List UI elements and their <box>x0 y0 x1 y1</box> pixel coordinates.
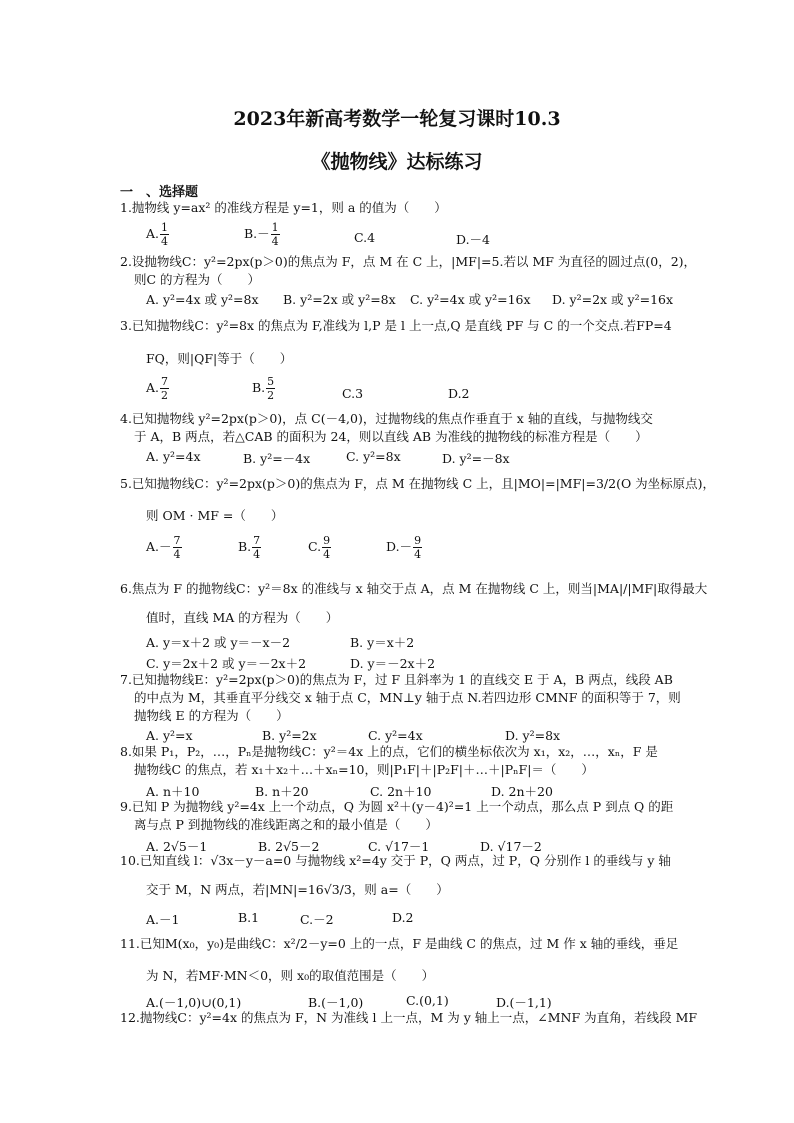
q11-option-a: A.(－1,0)∪(0,1) <box>146 995 242 1010</box>
q11-option-c: C.(0,1) <box>406 993 449 1008</box>
question-5-stem-1: 5.已知抛物线C：y²=2px(p＞0)的焦点为 F，点 M 在抛物线 C 上，且|MO|=|MF|=3/2(O 为坐标原点)， <box>120 476 716 491</box>
q7-option-a: A. y²=x <box>146 728 193 743</box>
q11-option-b: B.(－1,0) <box>308 995 364 1010</box>
q1-option-b: B.－ $\frac{1}{4}$ <box>244 221 279 248</box>
question-4-stem-2: 于 A，B 两点，若△CAB 的面积为 24，则以直线 AB 为准线的抛物线的标准方程是（ ） <box>134 429 648 444</box>
q9-option-c: C. √17－1 <box>368 839 430 854</box>
q8-option-d: D. 2n＋20 <box>491 784 553 799</box>
q1-option-c: C.4 <box>354 230 376 245</box>
question-6-stem-2: 值时，直线 MA 的方程为（ ） <box>146 610 339 625</box>
q5-option-d: D.－ $\frac{9}{4}$ <box>386 534 422 561</box>
section-heading: 一 、选择题 <box>120 185 199 200</box>
question-8-stem-1: 8.如果 P₁，P₂，…，Pₙ是抛物线C：y²＝4x 上的点，它们的横坐标依次为 x₁，x₂，…，xₙ，F 是 <box>120 744 658 759</box>
q10-option-b: B.1 <box>238 910 260 925</box>
q4-option-b: B. y²=－4x <box>243 451 311 466</box>
q8-option-a: A. n＋10 <box>146 784 200 799</box>
question-2-stem-1: 2.设抛物线C：y²=2px(p＞0)的焦点为 F，点 M 在 C 上，|MF|=5.若以 MF 为直径的圆过点(0，2)， <box>120 254 697 269</box>
question-5-stem-2: 则 OM · MF =（ ） <box>146 508 284 523</box>
question-11-stem-2: 为 N，若MF·MN＜0，则 x₀的取值范围是（ ） <box>146 968 435 983</box>
document-subtitle: 《抛物线》达标练习 <box>311 151 483 173</box>
q9-option-d: D. √17－2 <box>480 839 542 854</box>
q3-option-d: D.2 <box>448 386 470 401</box>
q2-option-d: D. y²=2x 或 y²=16x <box>552 292 674 307</box>
question-7-stem-1: 7.已知抛物线E：y²=2px(p＞0)的焦点为 F，过 F 且斜率为 1 的直线交 E 于 A，B 两点，线段 AB <box>120 672 673 687</box>
q10-option-a: A.－1 <box>146 912 180 927</box>
document-title: 2023年新高考数学一轮复习课时10.3 <box>233 108 561 130</box>
q6-option-c: C. y＝2x＋2 或 y＝－2x＋2 <box>146 656 307 671</box>
q9-option-a: A. 2√5－1 <box>146 839 208 854</box>
question-3-stem-2: FQ，则|QF|等于（ ） <box>146 351 293 366</box>
q2-option-b: B. y²=2x 或 y²=8x <box>283 292 396 307</box>
question-4-stem-1: 4.已知抛物线 y²=2px(p＞0)，点 C(－4,0)，过抛物线的焦点作垂直于 x 轴的直线，与抛物线交 <box>120 411 653 426</box>
q2-option-c: C. y²=4x 或 y²=16x <box>410 292 531 307</box>
question-12-stem-1: 12.抛物线C：y²=4x 的焦点为 F，N 为准线 l 上一点，M 为 y 轴上一点，∠MNF 为直角，若线段 MF <box>120 1010 698 1025</box>
q1-option-a: A. $\frac{1}{4}$ <box>146 221 169 248</box>
question-10-stem-1: 10.已知直线 l：√3x－y－a=0 与抛物线 x²=4y 交于 P，Q 两点，过 P，Q 分别作 l 的垂线与 y 轴 <box>120 853 671 868</box>
q10-option-d: D.2 <box>392 910 414 925</box>
question-2-stem-2: 则C 的方程为（ ） <box>134 272 261 287</box>
q7-option-d: D. y²=8x <box>505 728 561 743</box>
q4-option-a: A. y²=4x <box>146 449 201 464</box>
q2-option-a: A. y²=4x 或 y²=8x <box>146 292 259 307</box>
q6-option-b: B. y＝x＋2 <box>350 635 415 650</box>
q8-option-b: B. n＋20 <box>255 784 309 799</box>
q1-option-d: D.－4 <box>456 232 491 247</box>
q5-option-b: B. $\frac{7}{4}$ <box>238 534 261 561</box>
q5-option-c: C. $\frac{9}{4}$ <box>308 534 331 561</box>
q5-option-a: A.－ $\frac{7}{4}$ <box>146 534 181 561</box>
question-11-stem-1: 11.已知M(x₀，y₀)是曲线C：x²/2－y=0 上的一点，F 是曲线 C 的焦点，过 M 作 x 轴的垂线，垂足 <box>120 936 679 951</box>
question-8-stem-2: 抛物线C 的焦点，若 x₁＋x₂＋…＋xₙ=10，则|P₁F|＋|P₂F|＋…＋|PₙF|＝（ ） <box>134 762 594 777</box>
question-9-stem-1: 9.已知 P 为抛物线 y²=4x 上一个动点，Q 为圆 x²＋(y－4)²=1 上一个动点，那么点 P 到点 Q 的距 <box>120 799 674 814</box>
q4-option-d: D. y²=－8x <box>442 451 510 466</box>
q6-option-a: A. y＝x＋2 或 y＝－x－2 <box>146 635 291 650</box>
q8-option-c: C. 2n＋10 <box>370 784 432 799</box>
question-3-stem-1: 3.已知抛物线C：y²=8x 的焦点为 F,准线为 l,P 是 l 上一点,Q 是直线 PF 与 C 的一个交点.若FP=4 <box>120 318 672 333</box>
question-9-stem-2: 离与点 P 到抛物线的准线距离之和的最小值是（ ） <box>134 817 438 832</box>
question-1-stem: 1.抛物线 y=ax² 的准线方程是 y=1，则 a 的值为（ ） <box>120 200 447 215</box>
q7-option-b: B. y²=2x <box>262 728 317 743</box>
q4-option-c: C. y²=8x <box>346 449 401 464</box>
q7-option-c: C. y²=4x <box>368 728 423 743</box>
question-7-stem-3: 抛物线 E 的方程为（ ） <box>134 708 289 723</box>
q10-option-c: C.－2 <box>300 912 334 927</box>
q3-option-b: B. $\frac{5}{2}$ <box>252 375 275 402</box>
q11-option-d: D.(－1,1) <box>496 995 552 1010</box>
q3-option-c: C.3 <box>342 386 364 401</box>
question-6-stem-1: 6.焦点为 F 的抛物线C：y²＝8x 的准线与 x 轴交于点 A，点 M 在抛物线 C 上，则当|MA|/|MF|取得最大 <box>120 581 708 596</box>
q3-option-a: A. $\frac{7}{2}$ <box>146 375 169 402</box>
q6-option-d: D. y＝－2x＋2 <box>350 656 436 671</box>
question-10-stem-2: 交于 M，N 两点，若|MN|=16√3/3，则 a=（ ） <box>146 882 449 897</box>
q9-option-b: B. 2√5－2 <box>258 839 320 854</box>
question-7-stem-2: 的中点为 M，其垂直平分线交 x 轴于点 C，MN⊥y 轴于点 N.若四边形 CMNF 的面积等于 7，则 <box>134 690 681 705</box>
